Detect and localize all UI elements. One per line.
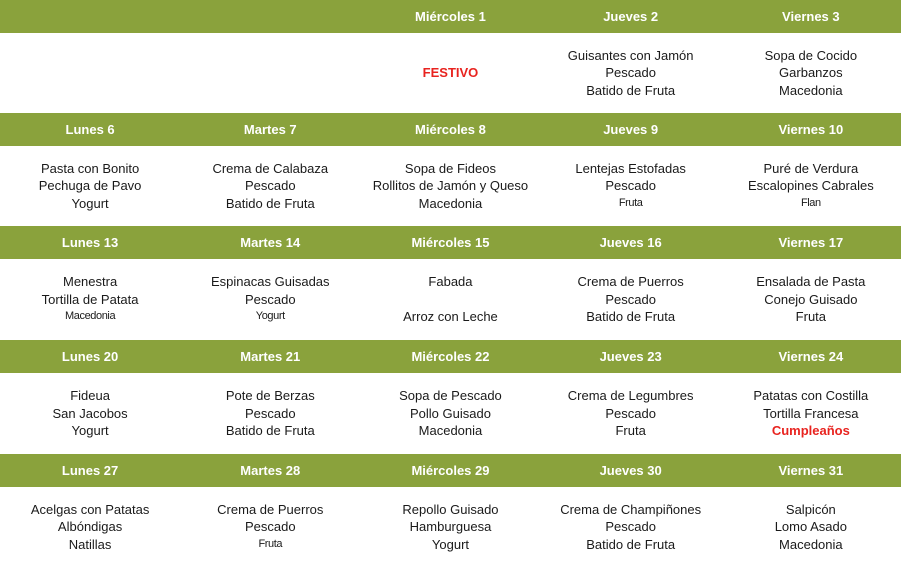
day-header: Jueves 23 (599, 349, 662, 364)
menu-item: Pollo Guisado (409, 405, 491, 421)
menu-item: Hamburguesa (409, 519, 492, 535)
menu-item: Tortilla de Patata (41, 291, 139, 307)
menu-item: Yogurt (255, 310, 285, 323)
day-header: Viernes 31 (778, 463, 844, 478)
menu-item: Macedonia (418, 195, 483, 211)
day-header: Viernes 24 (778, 349, 844, 364)
day-header: Miércoles 8 (415, 122, 486, 137)
menu-item: Menestra (62, 274, 118, 290)
menu-item: Macedonia (418, 423, 483, 439)
day-header: Martes 21 (240, 349, 301, 364)
menu-cell (541, 33, 721, 113)
day-header: Martes 14 (240, 235, 301, 250)
day-header (180, 0, 360, 33)
week-block (0, 113, 901, 226)
menu-item: Yogurt (431, 536, 470, 552)
menu-item: Fruta (258, 537, 283, 550)
menu-cell (541, 373, 721, 454)
menu-item: Rollitos de Jamón y Queso (372, 178, 529, 194)
day-header: Miércoles 15 (411, 235, 490, 250)
menu-cell (721, 487, 901, 567)
menu-cell (721, 146, 901, 226)
day-header: Miércoles 29 (411, 463, 490, 478)
menu-cell (180, 259, 360, 340)
menu-item: Fruta (615, 423, 646, 439)
menu-item: Sopa de Fideos (404, 160, 496, 176)
menu-cell (0, 146, 180, 226)
menu-item: Crema de Calabaza (212, 160, 329, 176)
week-block (0, 454, 901, 567)
day-header: Jueves 16 (599, 235, 662, 250)
menu-item: FESTIVO (422, 65, 479, 81)
menu-cell (180, 373, 360, 454)
menu-item: Puré de Verdura (763, 160, 859, 176)
menu-item: Lomo Asado (774, 519, 847, 535)
menu-item: Batido de Fruta (225, 423, 315, 439)
menu-item: Pescado (244, 519, 296, 535)
menu-cell (721, 33, 901, 113)
day-header-row (0, 226, 901, 259)
day-header: Lunes 27 (61, 463, 119, 478)
menu-item: Ensalada de Pasta (756, 274, 866, 290)
menu-item: Pescado (605, 405, 656, 421)
day-header-row (0, 113, 901, 146)
menu-item: Fruta (795, 309, 827, 325)
day-header: Miércoles 1 (415, 9, 486, 24)
menu-item: Crema de Puerros (217, 501, 324, 517)
day-header: Jueves 30 (599, 463, 662, 478)
menu-item: Batido de Fruta (586, 82, 676, 98)
menu-item: Pescado (244, 178, 296, 194)
week-block (0, 226, 901, 340)
menu-cell (360, 146, 540, 226)
menu-cell (0, 487, 180, 567)
menu-item: Natillas (68, 536, 112, 552)
menu-cell (541, 259, 721, 340)
menu-item: Sopa de Cocido (764, 47, 858, 63)
menu-item: Guisantes con Jamón (567, 47, 694, 63)
menu-item: Pescado (244, 405, 296, 421)
day-header-row (0, 454, 901, 487)
menu-item: Macedonia (64, 310, 116, 323)
menu-item: Pescado (605, 519, 656, 535)
menu-item: Batido de Fruta (586, 309, 676, 325)
menu-item: Pasta con Bonito (40, 160, 140, 176)
day-header-row (0, 0, 901, 33)
day-header: Martes 7 (243, 122, 297, 137)
menu-item: Pescado (244, 291, 296, 307)
day-header: Viernes 3 (782, 9, 840, 24)
day-header: Martes 28 (240, 463, 301, 478)
menu-cell (360, 33, 540, 113)
menu-item: Cumpleaños (771, 423, 850, 439)
menu-item: Macedonia (779, 82, 843, 98)
day-header: Lunes 6 (65, 122, 115, 137)
menu-item: Garbanzos (779, 65, 843, 81)
menu-item: Arroz con Leche (403, 309, 498, 325)
menu-cell (360, 487, 540, 567)
menu-row (0, 146, 901, 226)
menu-cell (0, 259, 180, 340)
menu-item: Lentejas Estofadas (575, 160, 686, 176)
menu-item: Tortilla Francesa (763, 405, 859, 421)
day-header: Viernes 17 (778, 235, 844, 250)
menu-item: Pescado (605, 291, 656, 307)
menu-cell (0, 33, 180, 113)
menu-item: Yogurt (71, 423, 109, 439)
menu-cell (541, 146, 721, 226)
menu-item: Yogurt (71, 195, 109, 211)
menu-item: Flan (800, 196, 821, 209)
menu-item: Escalopines Cabrales (747, 178, 874, 194)
menu-item: Pescado (605, 65, 656, 81)
menu-cell (721, 259, 901, 340)
day-header-row (0, 340, 901, 373)
menu-cell (180, 33, 360, 113)
day-header: Viernes 10 (778, 122, 844, 137)
menu-item: Pechuga de Pavo (38, 178, 142, 194)
menu-item: Salpicón (785, 501, 836, 517)
day-header: Jueves 2 (603, 9, 659, 24)
menu-cell (180, 487, 360, 567)
week-block (0, 0, 901, 113)
day-header (0, 0, 180, 33)
menu-item: Fruta (618, 196, 643, 209)
menu-item: Fideua (70, 388, 110, 404)
menu-cell (0, 373, 180, 454)
menu-item: Repollo Guisado (402, 501, 499, 517)
menu-row (0, 373, 901, 454)
menu-item: Pescado (605, 178, 656, 194)
menu-item: Patatas con Costilla (753, 388, 869, 404)
day-header: Miércoles 22 (411, 349, 490, 364)
menu-item: Batido de Fruta (586, 536, 676, 552)
menu-item: Batido de Fruta (225, 195, 315, 211)
menu-cell (541, 487, 721, 567)
menu-item: Crema de Legumbres (567, 388, 694, 404)
day-header: Lunes 20 (61, 349, 119, 364)
menu-row (0, 33, 901, 113)
day-header: Lunes 13 (61, 235, 119, 250)
menu-item: Crema de Champiñones (560, 501, 702, 517)
menu-item: Macedonia (779, 536, 843, 552)
menu-cell (721, 373, 901, 454)
menu-item: Crema de Puerros (577, 274, 684, 290)
menu-item: Pote de Berzas (225, 388, 315, 404)
menu-cell (360, 259, 540, 340)
menu-item: Espinacas Guisadas (211, 274, 330, 290)
menu-row (0, 487, 901, 567)
menu-item: Sopa de Pescado (399, 388, 502, 404)
menu-row (0, 259, 901, 340)
menu-item: Conejo Guisado (764, 291, 858, 307)
day-header: Jueves 9 (603, 122, 659, 137)
menu-item: Acelgas con Patatas (30, 501, 150, 517)
menu-cell (180, 146, 360, 226)
menu-cell (360, 373, 540, 454)
menu-item: San Jacobos (52, 405, 128, 421)
week-block (0, 340, 901, 454)
menu-item: Albóndigas (57, 519, 123, 535)
menu-item: Fabada (428, 274, 473, 290)
